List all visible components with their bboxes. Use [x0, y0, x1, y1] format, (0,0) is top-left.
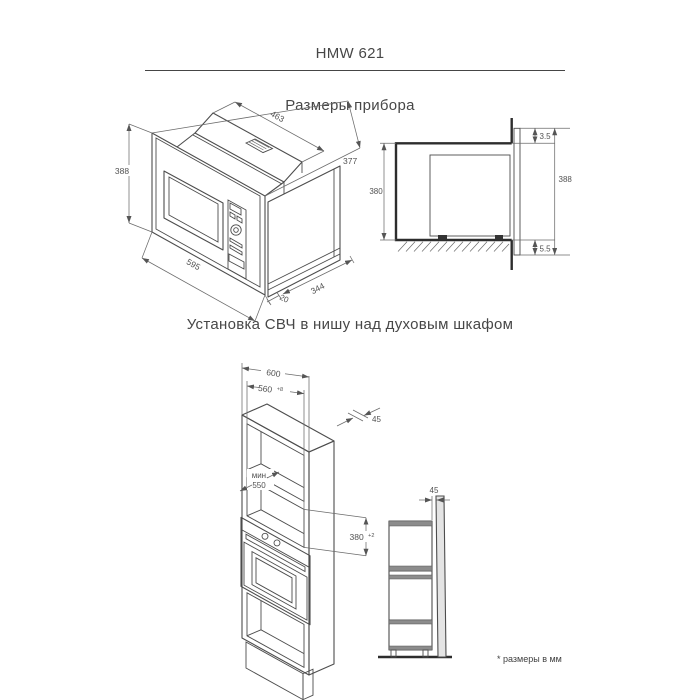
- vent-opening: [246, 139, 273, 153]
- dim-label-height: 388: [114, 166, 130, 176]
- foot: [495, 235, 503, 240]
- dimension-height-388: [108, 124, 152, 232]
- dimension-min-depth-550: [240, 469, 279, 491]
- cabinet-body: [242, 404, 334, 700]
- shelf-hatching: [398, 242, 509, 252]
- dim-label-side-gap: 45: [429, 486, 439, 495]
- microwave-control-panel: [228, 200, 246, 279]
- door-open-button: [229, 254, 244, 269]
- button: [237, 216, 242, 223]
- microwave-top-cover: [177, 113, 302, 196]
- microwave-body-section: [430, 128, 520, 255]
- section-device-dimensions-title: Размеры прибора: [285, 97, 415, 114]
- foot: [438, 235, 447, 240]
- shelf: [389, 620, 432, 624]
- shelf: [389, 646, 432, 650]
- dim-label-outer-width: 600: [265, 367, 282, 379]
- dim-label-inner-height: 380: [369, 187, 383, 196]
- dim-label-rear-gap: 45: [372, 415, 381, 424]
- dim-label-niche-width: 560 +8: [257, 382, 284, 395]
- dimension-rear-gap-45: [337, 408, 381, 426]
- dim-label-bottom-gap: 5.5: [539, 244, 551, 254]
- dimension-side-gap-45: [419, 486, 450, 520]
- dimension-outer-width-600: [242, 363, 309, 452]
- dim-label-frame-depth: 20: [278, 292, 290, 305]
- cabinet-side-view-drawing: [372, 452, 494, 670]
- shelf: [389, 566, 432, 571]
- dim-label-min-depth-prefix: мин.: [251, 471, 269, 480]
- dimension-frame-depth-20: [265, 293, 290, 306]
- title-divider: [145, 70, 565, 71]
- dim-label-top-width: 463: [268, 108, 287, 125]
- dimension-front-height-388: [555, 128, 573, 255]
- dimension-inner-height-380: [368, 143, 396, 240]
- dimension-top-width-463: [213, 102, 324, 162]
- dimension-width-595: [142, 232, 265, 321]
- units-footnote: * размеры в мм: [497, 654, 562, 664]
- device-isometric-drawing: [103, 88, 375, 330]
- niche-walls: [396, 118, 512, 270]
- oven-knob: [262, 533, 268, 539]
- wall-panel: [436, 496, 446, 657]
- button: [230, 212, 235, 219]
- shelf: [389, 575, 432, 579]
- oven-window: [252, 552, 296, 609]
- dim-label-front-height: 388: [558, 175, 572, 184]
- model-title: HMW 621: [315, 45, 385, 62]
- dim-label-niche-height: 380 +2: [349, 532, 375, 542]
- dimension-niche-height-380: [304, 509, 381, 555]
- shelf: [389, 521, 432, 526]
- dim-label-top-gap: 3.5: [539, 132, 551, 141]
- front-frame-plate: [514, 128, 520, 255]
- section-installation-title: Установка СВЧ в нишу над духовым шкафом: [186, 316, 514, 333]
- niche-section-drawing: [368, 98, 580, 294]
- control-knob: [231, 225, 241, 235]
- dim-label-min-depth: 550: [252, 481, 266, 490]
- dim-label-total-depth: 377: [343, 156, 358, 166]
- oven-knob: [274, 540, 280, 546]
- dim-label-front-width: 595: [184, 256, 203, 273]
- dim-label-body-depth: 344: [308, 280, 327, 297]
- dimension-body-depth-344: [283, 256, 354, 296]
- cabinet-side-body: [389, 521, 432, 657]
